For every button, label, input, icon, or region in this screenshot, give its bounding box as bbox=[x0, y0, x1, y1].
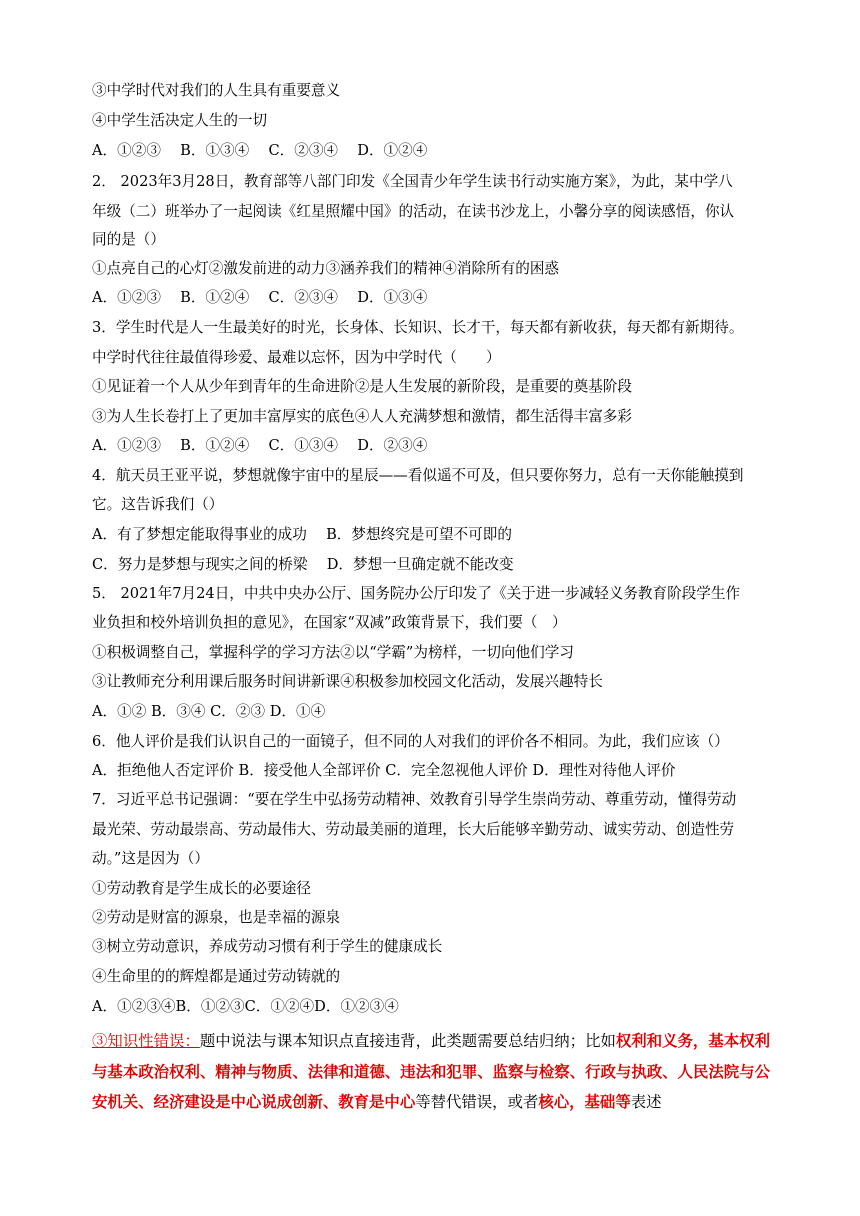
question-6-line: 6．他人评价是我们认识自己的一面镜子，但不同的人对我们的评价各不相同。为此，我们应该（） bbox=[92, 733, 729, 750]
note-text: 等替代错误，或者 bbox=[415, 1093, 539, 1111]
answer-options: A．拒绝他人否定评价 B．接受他人全部评价 C．完全忽视他人评价 D．理性对待他人评价 bbox=[92, 762, 676, 779]
answer-options: A．①②③④B．①②③C．①②④D．①②③④ bbox=[92, 998, 399, 1015]
note-highlight: 核心，基础等 bbox=[538, 1093, 631, 1111]
question-5-line: 业负担和校外培训负担的意见》，在国家“双减”政策背景下，我们要（ ） bbox=[92, 614, 567, 631]
answer-options: A．①②③ B．①③④ C．②③④ D．①②④ bbox=[92, 142, 428, 159]
answer-options: C．努力是梦想与现实之间的桥梁 D．梦想一旦确定就不能改变 bbox=[92, 556, 514, 573]
knowledge-error-note bbox=[92, 1026, 770, 1118]
question-2-line: 年级（二）班举办了一起阅读《红星照耀中国》的活动，在读书沙龙上，小馨分享的阅读感悟，你认 bbox=[92, 203, 735, 220]
answer-options: A．①②③ B．①②④ C．②③④ D．①③④ bbox=[92, 289, 428, 306]
question-7-line: 最光荣、劳动最崇高、劳动最伟大、劳动最美丽的道理，长大后能够辛勤劳动、诚实劳动、创造性劳 bbox=[92, 821, 735, 838]
answer-options: A．①②③ B．①②④ C．①③④ D．②③④ bbox=[92, 437, 428, 454]
note-highlight: 权利和义务，基本权利与基本政治权利、精神与物质、法律和道德、违法和犯罪、监察与检察、行政与执政、人民法院与公安机关、经济建设是中心说成创新、教育是中心 bbox=[92, 1032, 770, 1111]
question-4-line: 它。这告诉我们（） bbox=[92, 496, 224, 513]
text-line: ①见证着一个人从少年到青年的生命进阶②是人生发展的新阶段，是重要的奠基阶段 bbox=[92, 378, 632, 395]
text-line: ②劳动是财富的源泉，也是幸福的源泉 bbox=[92, 909, 341, 926]
question-7-line: 动。”这是因为（） bbox=[92, 850, 209, 867]
text-line: ④生命里的的辉煌都是通过劳动铸就的 bbox=[92, 968, 341, 985]
question-5-line: 5． 2021年7月24日，中共中央办公厅、国务院办公厅印发了《关于进一步减轻义务教育阶段学生作 bbox=[92, 585, 741, 602]
question-4-line: 4．航天员王亚平说，梦想就像宇宙中的星辰——看似遥不可及，但只要你努力，总有一天你能触摸到 bbox=[92, 467, 744, 484]
text-line: ③树立劳动意识，养成劳动习惯有利于学生的健康成长 bbox=[92, 938, 443, 955]
answer-options: A．有了梦想定能取得事业的成功 B．梦想终究是可望不可即的 bbox=[92, 526, 512, 543]
note-text: 题中说法与课本知识点直接违背，此类题需要总结归纳；比如 bbox=[199, 1032, 616, 1050]
text-line: ③为人生长卷打上了更加丰富厚实的底色④人人充满梦想和激情，都生活得丰富多彩 bbox=[92, 408, 632, 425]
text-line: ④中学生活决定人生的一切 bbox=[92, 112, 268, 129]
question-3-line: 中学时代往往最值得珍爱、最难以忘怀，因为中学时代（ ） bbox=[92, 349, 501, 366]
text-line: ③让教师充分利用课后服务时间讲新课④积极参加校园文化活动，发展兴趣特长 bbox=[92, 673, 603, 690]
note-text: 表述 bbox=[630, 1093, 662, 1111]
question-2-line: 2． 2023年3月28日，教育部等八部门印发《全国青少年学生读书行动实施方案》，为此，某中学八 bbox=[92, 173, 733, 190]
text-line: ①劳动教育是学生成长的必要途径 bbox=[92, 880, 311, 897]
question-7-line: 7．习近平总书记强调：“要在学生中弘扬劳动精神、效教育引导学生崇尚劳动、尊重劳动，懂得劳动 bbox=[92, 791, 737, 808]
answer-options: A．①② B．③④ C．②③ D．①④ bbox=[92, 703, 326, 720]
text-line: ①点亮自己的心灯②激发前进的动力③涵养我们的精神④消除所有的困惑 bbox=[92, 260, 560, 277]
question-2-line: 同的是（） bbox=[92, 231, 165, 248]
text-line: ①积极调整自己，掌握科学的学习方法②以“学霸”为榜样，一切向他们学习 bbox=[92, 644, 574, 661]
question-3-line: 3．学生时代是人一生最美好的时光，长身体、长知识、长才干，每天都有新收获，每天都有新期待。 bbox=[92, 319, 744, 336]
text-line: ③中学时代对我们的人生具有重要意义 bbox=[92, 82, 341, 99]
note-label: ③知识性错误： bbox=[92, 1032, 200, 1050]
